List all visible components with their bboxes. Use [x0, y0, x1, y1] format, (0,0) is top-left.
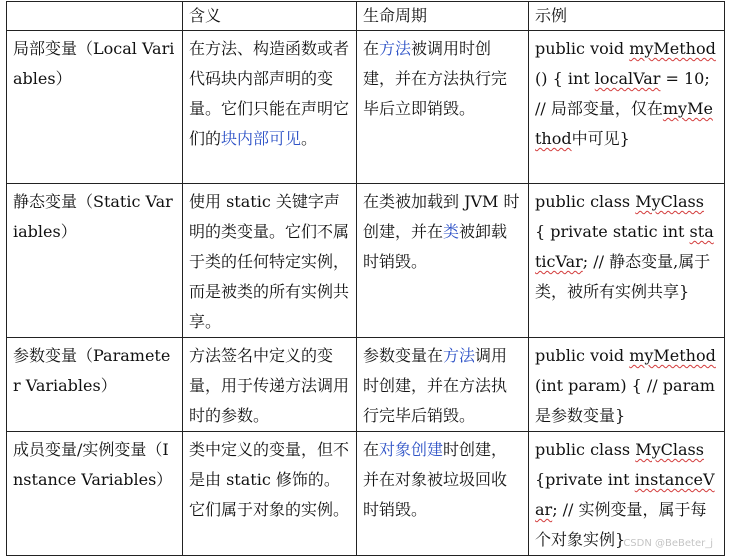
lifecycle-text-end: 时创建，并在对象被垃圾回收时销毁。: [363, 440, 508, 519]
example-code: {private int: [535, 470, 635, 489]
variables-table: [6, 1, 725, 556]
example-identifier: localVar: [594, 69, 661, 88]
header-cell-lifecycle: 生命周期: [357, 2, 529, 31]
header-cell-empty: [7, 2, 183, 31]
lifecycle-link-text: 对象创建: [379, 440, 444, 459]
lifecycle-text: 在类被加载到 JVM 时创建，并在: [363, 192, 520, 241]
lifecycle-cell: [357, 31, 529, 184]
example-code: public class: [535, 192, 636, 211]
table-row: [7, 31, 725, 184]
variable-type-cell: 参数变量（Parameter Variables）: [7, 338, 183, 432]
example-code: { private static int: [535, 222, 690, 241]
variable-type-cell: 局部变量（Local Variables）: [7, 31, 183, 184]
table-row: [7, 432, 725, 556]
example-cell: [529, 184, 725, 338]
example-identifier: MyClass: [635, 192, 704, 211]
example-identifier: staticVar: [535, 222, 714, 271]
lifecycle-link-text: 类: [443, 222, 460, 241]
lifecycle-text-end: 被调用时创建，并在方法执行完毕后立即销毁。: [363, 39, 508, 118]
example-code: = 10; // 局部变量，仅在: [535, 69, 710, 118]
lifecycle-cell: [357, 338, 529, 432]
table-header-row: [7, 2, 725, 31]
example-cell: [529, 338, 725, 432]
meaning-cell: 方法签名中定义的变量，用于传递方法调用时的参数。: [183, 338, 357, 432]
example-identifier: myMethod: [629, 346, 716, 365]
example-code: ; // 实例变量，属于每个对象实例}: [535, 500, 707, 549]
variable-type-cell: 成员变量/实例变量（Instance Variables）: [7, 432, 183, 556]
meaning-cell: 类中定义的变量，但不是由 static 修饰的。它们属于对象的实例。: [183, 432, 357, 556]
example-cell: [529, 432, 725, 556]
example-code: public class: [535, 440, 636, 459]
example-identifier: MyClass: [635, 440, 704, 459]
meaning-cell: 使用 static 关键字声明的类变量。它们不属于类的任何特定实例，而是被类的所有实例共享。: [183, 184, 357, 338]
lifecycle-link-text: 方法: [379, 39, 412, 58]
lifecycle-text: 参数变量在: [363, 346, 444, 365]
example-code: (int param) { // param 是参数变量}: [535, 376, 715, 425]
example-code: () { int: [535, 69, 595, 88]
lifecycle-cell: [357, 184, 529, 338]
meaning-text: 在方法、构造函数或者代码块内部声明的变量。它们只能在声明它们的: [189, 39, 350, 148]
lifecycle-text: 在: [363, 39, 380, 58]
example-code: ; // 静态变量,属于类，被所有实例共享}: [535, 252, 711, 301]
meaning-text-end: 。: [301, 129, 318, 148]
header-cell-example: 示例: [529, 2, 725, 31]
example-identifier: myMethod: [535, 99, 713, 148]
lifecycle-cell: [357, 432, 529, 556]
table-row: [7, 338, 725, 432]
meaning-cell: [183, 31, 357, 184]
example-identifier: myMethod: [629, 39, 716, 58]
lifecycle-text-end: 被卸载时销毁。: [363, 222, 508, 271]
example-cell: [529, 31, 725, 184]
header-cell-meaning: 含义: [183, 2, 357, 31]
table-row: [7, 184, 725, 338]
variable-type-cell: 静态变量（Static Variables）: [7, 184, 183, 338]
example-code: public void: [535, 346, 630, 365]
lifecycle-text-end: 调用时创建，并在方法执行完毕后销毁。: [363, 346, 508, 425]
lifecycle-text: 在: [363, 440, 380, 459]
lifecycle-link-text: 方法: [443, 346, 476, 365]
csdn-watermark: CSDN @BeBeter_j: [623, 538, 713, 549]
example-code: public void: [535, 39, 630, 58]
example-identifier: instanceVar: [535, 470, 715, 519]
example-code: 中可见}: [571, 129, 630, 148]
meaning-link-text: 块内部可见: [221, 129, 302, 148]
